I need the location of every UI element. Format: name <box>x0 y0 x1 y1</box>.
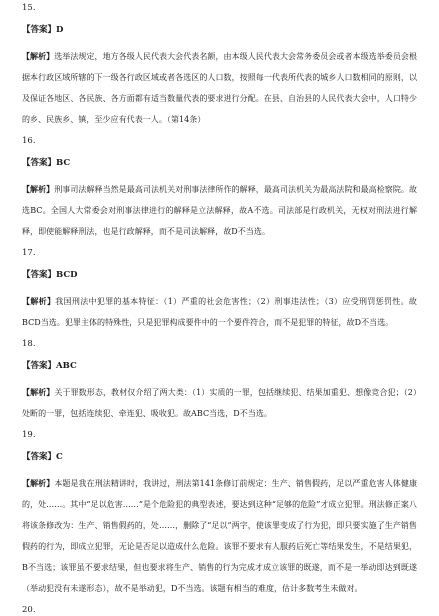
analysis-text: 我国刑法中犯罪的基本特征：（1）严重的社会危害性；（2）刑事违法性；（3）应受刑罚惩罚性。故BCD当选。犯罪主体的特殊性，只是犯罪构成要件中的一个要件符合，而不是犯罪的特征，故D不当选。 <box>22 297 417 327</box>
question-number: 20. <box>22 605 36 615</box>
analysis-tag: 【解析】 <box>22 296 56 306</box>
question-number: 18. <box>22 339 36 349</box>
analysis-tag: 【解析】 <box>22 387 55 397</box>
analysis-text: 本题是我在刑法精讲时，我讲过，刑法第141条修订前规定：生产、销售假药，足以严重危害人体健康的，处……。其中“足以危害……”是个危险犯的典型表述，要达到这种“足够的危险”才成立犯罪。刑法修正案八将该条修改为：生产、销售假药的，处……，删除了“足以”两字，使该罪变成了行为犯，即只要实施了生产销售假药的行为，即成立犯罪，无论是否足以造成什么危险。该罪不要求有人服药后死亡等结果发生，不是结果犯，B不当选；该罪虽不要求结果，但也要求将生产、销售的行为完成才成立该罪的既遂，而不是一举动即达到既遂（举动犯没有未遂形态），故不是举动犯，D不当选。该题有相当的难度，估计多数考生未做对。 <box>22 479 417 593</box>
analysis-tag: 【解析】 <box>22 478 55 488</box>
analysis-text: 刑事司法解释当然是最高司法机关对刑事法律所作的解释，最高司法机关为最高法院和最高检察院。故选BC。全国人大常委会对刑事法律进行的解释是立法解释，故A不选。司法部是行政机关，无权对刑法进行解释，即使能解释刑法，也是行政解释，而不是司法解释，故D不当选。 <box>22 185 417 236</box>
analysis-paragraph <box>22 46 417 130</box>
question-block-18 <box>22 339 417 424</box>
question-block-19 <box>22 430 417 599</box>
question-number: 19. <box>22 430 36 440</box>
answer-line <box>22 25 417 36</box>
answer-line <box>22 452 417 463</box>
question-number: 17. <box>22 248 36 258</box>
analysis-text: 选举法规定，地方各级人民代表大会代表名额，由本级人民代表大会常务委员会或者本级选举委员会根据本行政区域所辖的下一级各行政区域或者各选区的人口数，按照每一代表所代表的城乡人口数相同的原则，以及保证各地区、各民族、各方面都有适当数量代表的要求进行分配。在县、自治县的人民代表大会中，人口特少的乡、民族乡、镇，至少应有代表一人。（第14条） <box>22 52 417 124</box>
answer-line <box>22 361 417 372</box>
answer-tag: 【答案】 <box>22 361 57 371</box>
answer-value: D <box>56 25 64 35</box>
answer-tag: 【答案】 <box>22 452 57 462</box>
question-block-15 <box>22 3 417 130</box>
answer-value: BC <box>56 158 71 168</box>
question-number: 16. <box>22 136 36 146</box>
answer-value: ABC <box>56 361 77 371</box>
question-block-20 <box>22 605 417 616</box>
answer-line <box>22 158 417 169</box>
question-block-16 <box>22 136 417 242</box>
answer-tag: 【答案】 <box>22 158 57 168</box>
question-block-17 <box>22 248 417 333</box>
analysis-text: 关于罪数形态，教材仅介绍了两大类：（1）实质的一罪，包括继续犯、结果加重犯、想像竞合犯；（2）处断的一罪，包括连续犯、牵连犯、吸收犯。故ABC当选，D不当选。 <box>22 388 417 418</box>
analysis-paragraph <box>22 179 417 242</box>
answer-tag: 【答案】 <box>22 25 57 35</box>
analysis-tag: 【解析】 <box>22 51 55 61</box>
answer-line <box>22 270 417 281</box>
answer-value: C <box>56 452 63 462</box>
analysis-paragraph <box>22 291 417 333</box>
question-number: 15. <box>22 3 36 13</box>
answer-value: BCD <box>56 270 78 280</box>
analysis-paragraph <box>22 382 417 424</box>
analysis-tag: 【解析】 <box>22 184 55 194</box>
analysis-paragraph <box>22 473 417 599</box>
answer-tag: 【答案】 <box>22 270 57 280</box>
